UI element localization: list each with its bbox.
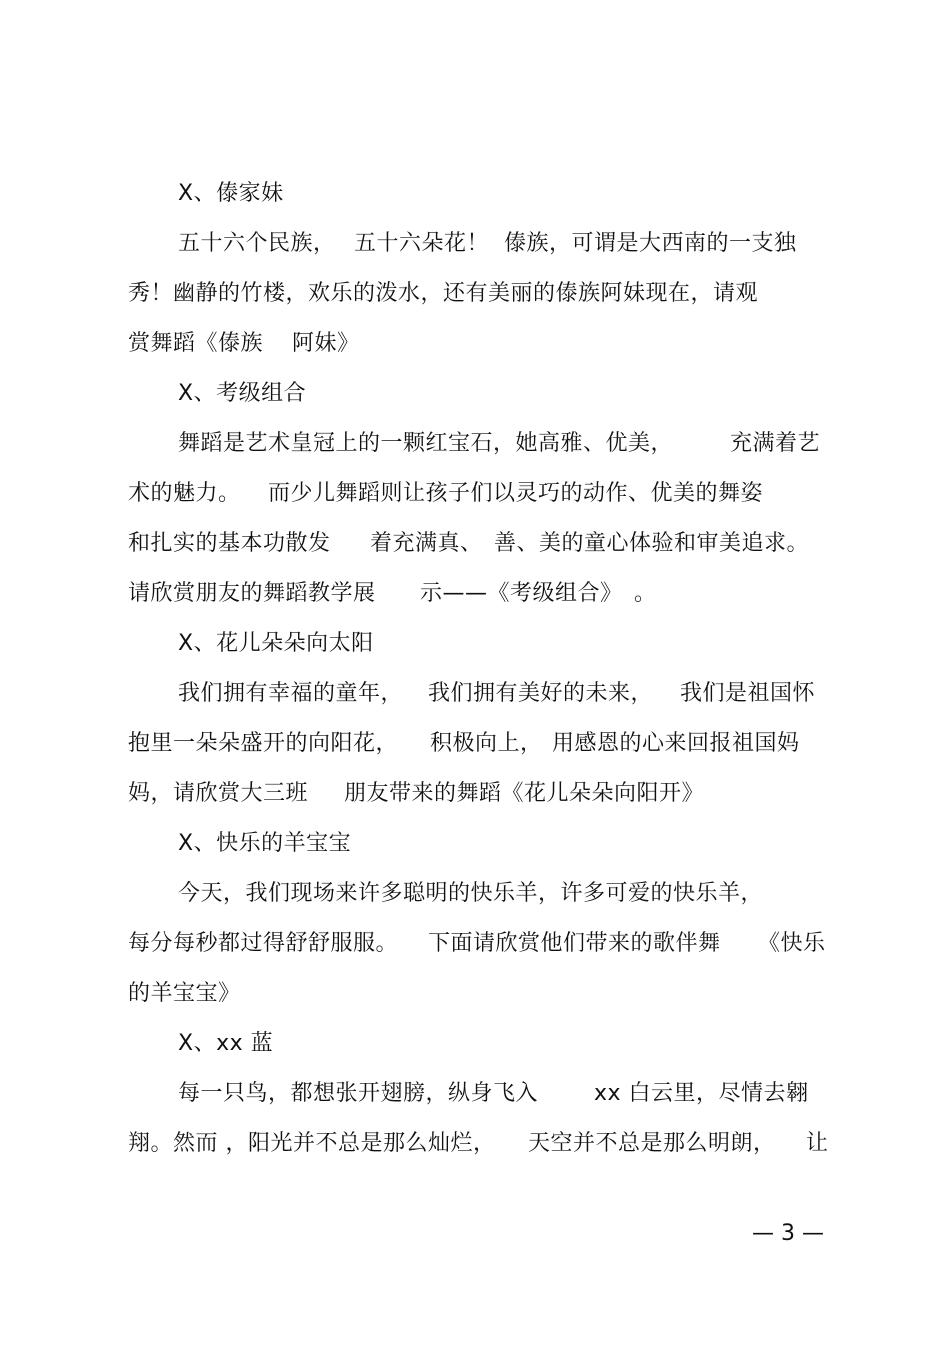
- text-segment: 积极向上，: [430, 731, 543, 756]
- paragraph-line: [0, 1124, 950, 1164]
- section-heading: [0, 374, 950, 414]
- text-segment: 充满着艺: [730, 431, 821, 456]
- text-segment: 善、美的童心体验和审美追求。: [494, 531, 810, 556]
- text-segment: 天空并不总是那么明朗，: [528, 1131, 776, 1156]
- text-segment: 朋友带来的舞蹈《花儿朵朵向阳开》: [344, 781, 705, 806]
- text-segment: 示——《考级组合》: [420, 581, 623, 606]
- text-segment: 妈，请欣赏大三班: [128, 781, 309, 806]
- heading-text: X、傣家妹: [178, 181, 284, 206]
- page-number: — 3 —: [752, 1221, 824, 1246]
- text-segment: 下面请欣赏他们带来的歌伴舞: [428, 931, 721, 956]
- text-segment: 赏舞蹈《傣族: [128, 331, 264, 356]
- paragraph-line: [0, 474, 950, 514]
- text-segment: 秀！幽静的竹楼，欢乐的泼水，还有美丽的傣族阿妹现在，请观: [128, 281, 759, 306]
- paragraph-line: [0, 724, 950, 764]
- text-segment: 每分每秒都过得舒舒服服。: [128, 931, 399, 956]
- text-segment: 今天，我们现场来许多聪明的快乐羊，许多可爱的快乐羊，: [178, 881, 764, 906]
- text-segment: 和扎实的基本功散发: [128, 531, 331, 556]
- text-segment: 五十六个民族，: [178, 231, 336, 256]
- paragraph-line: [0, 224, 950, 264]
- text-segment: 傣族，可谓是大西南的一支独: [504, 231, 797, 256]
- text-segment: 每一只鸟，都想张开翅膀，纵身飞入: [178, 1081, 539, 1106]
- text-segment: 舞蹈是艺术皇冠上的一颗红宝石，她高雅、优美，: [178, 431, 674, 456]
- paragraph-line: [0, 574, 950, 614]
- heading-text: X、快乐的羊宝宝: [178, 831, 352, 856]
- text-segment: 术的魅力。: [128, 481, 241, 506]
- text-segment: 阿妹》: [292, 331, 360, 356]
- paragraph-line: [0, 774, 950, 814]
- text-segment: 请欣赏朋友的舞蹈教学展: [128, 581, 376, 606]
- text-segment: 用感恩的心来回报祖国妈: [552, 731, 800, 756]
- heading-text: X、花儿朵朵向太阳: [178, 631, 374, 656]
- text-segment: 五十六朵花！: [354, 231, 490, 256]
- section-heading: [0, 1024, 950, 1064]
- text-segment: 我们是祖国怀: [680, 681, 816, 706]
- text-segment: 我们拥有幸福的童年，: [178, 681, 404, 706]
- paragraph-line: [0, 524, 950, 564]
- paragraph-line: [0, 674, 950, 714]
- paragraph-line: [0, 874, 950, 914]
- section-heading: [0, 174, 950, 214]
- text-segment: xx 白云里，尽情去翱: [594, 1081, 809, 1106]
- paragraph-line: [0, 1074, 950, 1114]
- heading-text: X、xx 蓝: [178, 1031, 274, 1056]
- paragraph-line: [0, 274, 950, 314]
- heading-text: X、考级组合: [178, 381, 307, 406]
- text-segment: 抱里一朵朵盛开的向阳花，: [128, 731, 399, 756]
- text-segment: 让: [806, 1131, 829, 1156]
- text-segment: 我们拥有美好的未来，: [428, 681, 654, 706]
- section-heading: [0, 824, 950, 864]
- section-heading: [0, 624, 950, 664]
- text-segment: 着充满真、: [370, 531, 483, 556]
- text-segment: 而少儿舞蹈则让孩子们以灵巧的动作、优美的舞姿: [268, 481, 764, 506]
- paragraph-line: [0, 424, 950, 464]
- paragraph-line: [0, 324, 950, 364]
- text-segment: 。: [634, 581, 657, 606]
- paragraph-line: [0, 924, 950, 964]
- paragraph-line: [0, 974, 950, 1014]
- text-segment: 的羊宝宝》: [128, 981, 241, 1006]
- text-segment: 《快乐: [758, 931, 826, 956]
- text-segment: 翔。然而 ，阳光并不总是那么灿烂，: [128, 1131, 496, 1156]
